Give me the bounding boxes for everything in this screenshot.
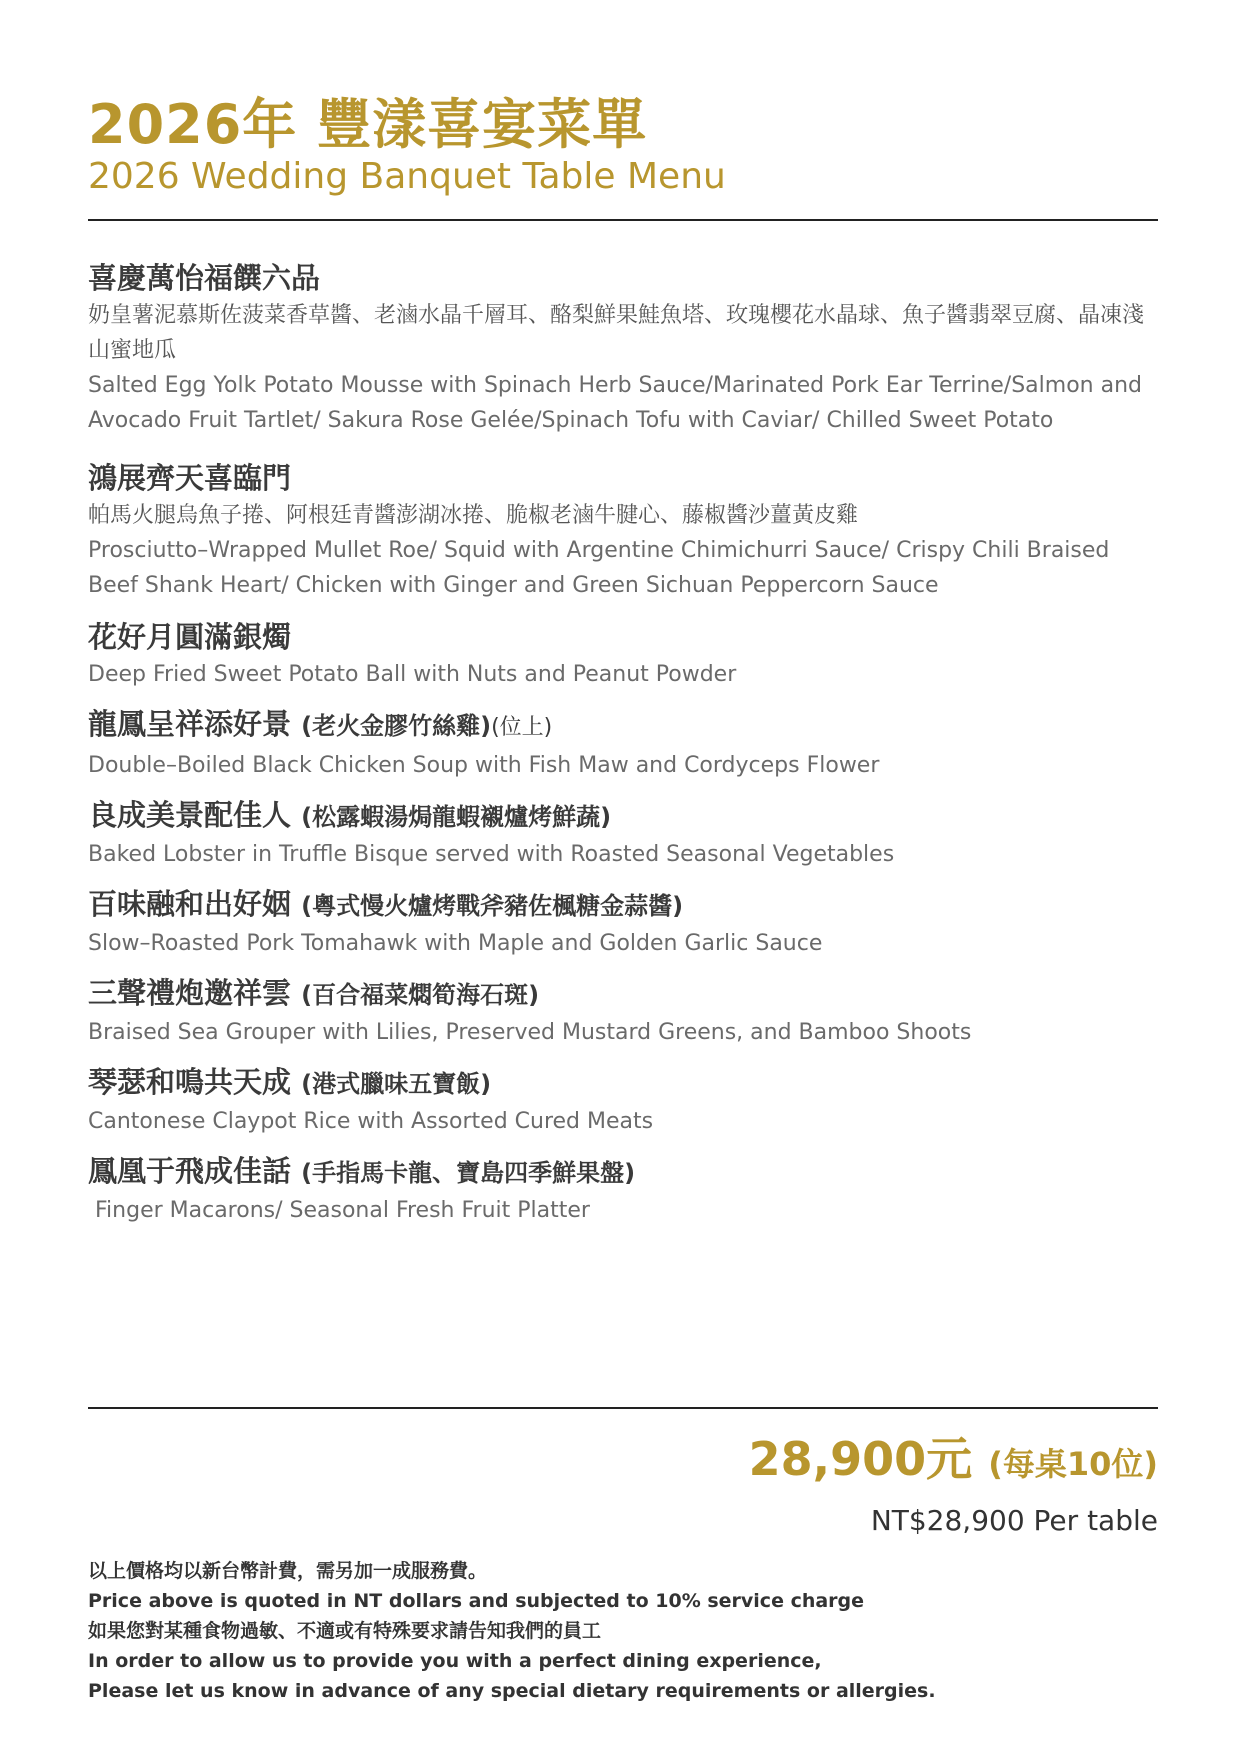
allergy-note-en-2: Please let us know in advance of any special dietary requirements or allergies.: [88, 1680, 936, 1702]
course-description-en: Salted Egg Yolk Potato Mousse with Spinach Herb Sauce/Marinated Pork Ear Terrine/Salmon and Avocado Fruit Tartlet/ Sakura Rose Gelée/Spinach Tofu with Caviar/ Chilled Sweet Potato: [88, 373, 1142, 433]
course-name: [88, 1062, 1158, 1104]
course-description-en: Double–Boiled Black Chicken Soup with Fish Maw and Cordyceps Flower: [88, 753, 880, 778]
course-title: 喜慶萬怡福饌六品: [88, 261, 321, 295]
course-item: [88, 704, 1158, 783]
course-description-en: Deep Fried Sweet Potato Ball with Nuts and Peanut Powder: [88, 662, 737, 687]
course-title: 良成美景配佳人: [88, 798, 292, 832]
price-block: [749, 1430, 1158, 1541]
course-description-en: Baked Lobster in Truffle Bisque served with Roasted Seasonal Vegetables: [88, 842, 895, 867]
course-description-en: Finger Macarons/ Seasonal Fresh Fruit Platter: [88, 1198, 590, 1223]
price-amount: 28,900元: [748, 1432, 973, 1486]
course-name: [88, 973, 1158, 1015]
course-title: 鳳凰于飛成佳話: [88, 1154, 292, 1188]
course-description-en: Prosciutto–Wrapped Mullet Roe/ Squid with Argentine Chimichurri Sauce/ Crispy Chili Braised Beef Shank Heart/ Chicken with Ginger and Green Sichuan Peppercorn Sauce: [88, 538, 1110, 598]
course-item: [88, 258, 1158, 438]
allergy-note-zh: 如果您對某種食物過敏、不適或有特殊要求請告知我們的員工: [88, 1620, 602, 1642]
course-note: (手指馬卡龍、寶島四季鮮果盤): [301, 1159, 636, 1187]
course-name: [88, 1151, 1158, 1193]
bottom-divider: [88, 1407, 1158, 1409]
price-per-table: (每桌10位): [988, 1445, 1158, 1483]
course-name: [88, 795, 1158, 837]
page-title: 2026年 豐漾喜宴菜單: [88, 93, 648, 156]
course-name: [88, 258, 1158, 298]
course-description-en: Braised Sea Grouper with Lilies, Preserved Mustard Greens, and Bamboo Shoots: [88, 1020, 972, 1045]
course-name: [88, 458, 1158, 498]
course-suffix: (位上): [491, 715, 553, 740]
course-title: 龍鳳呈祥添好景: [88, 707, 292, 741]
footer-notes: [88, 1556, 1158, 1706]
course-item: [88, 973, 1158, 1050]
allergy-note-en-1: In order to allow us to provide you with a perfect dining experience,: [88, 1650, 822, 1672]
menu-page: [88, 0, 1158, 1754]
course-title: 花好月圓滿銀燭: [88, 620, 292, 654]
course-note: (粵式慢火爐烤戰斧豬佐楓糖金蒜醬): [301, 892, 684, 920]
price-line-en: NT$28,900 Per table: [870, 1504, 1158, 1537]
course-item: [88, 1062, 1158, 1139]
page-subtitle: 2026 Wedding Banquet Table Menu: [88, 156, 726, 197]
service-charge-note-zh: 以上價格均以新台幣計費，需另加一成服務費。: [88, 1560, 488, 1582]
course-list: [88, 258, 1158, 1228]
course-description-zh: 帕馬火腿烏魚子捲、阿根廷青醬澎湖冰捲、脆椒老滷牛腱心、藤椒醬沙薑黃皮雞: [88, 503, 859, 528]
course-note: (百合福菜燜筍海石斑): [301, 981, 540, 1009]
course-title: 百味融和出好姻: [88, 887, 292, 921]
course-name: [88, 884, 1158, 926]
course-title: 琴瑟和鳴共天成: [88, 1065, 292, 1099]
course-description-en: Cantonese Claypot Rice with Assorted Cured Meats: [88, 1109, 654, 1134]
course-item: [88, 884, 1158, 961]
course-item: [88, 617, 1158, 692]
course-note: (老火金膠竹絲雞): [301, 712, 492, 740]
service-charge-note-en: Price above is quoted in NT dollars and subjected to 10% service charge: [88, 1590, 865, 1612]
course-note: (松露蝦湯焗龍蝦襯爐烤鮮蔬): [301, 803, 612, 831]
course-item: [88, 458, 1158, 603]
course-name: [88, 617, 1158, 657]
course-description-zh: 奶皇薯泥慕斯佐菠菜香草醬、老滷水晶千層耳、酪梨鮮果鮭魚塔、玫瑰櫻花水晶球、魚子醬翡翠豆腐、晶凍淺山蜜地瓜: [88, 303, 1145, 363]
course-note: (港式臘味五寶飯): [301, 1070, 492, 1098]
course-title: 鴻展齊天喜臨門: [88, 461, 292, 495]
course-description-en: Slow–Roasted Pork Tomahawk with Maple and Golden Garlic Sauce: [88, 931, 823, 956]
price-line-zh: [749, 1430, 1158, 1493]
course-name: [88, 704, 1158, 748]
course-item: [88, 1151, 1158, 1228]
course-title: 三聲禮炮邀祥雲: [88, 976, 292, 1010]
course-item: [88, 795, 1158, 872]
top-divider: [88, 219, 1158, 221]
